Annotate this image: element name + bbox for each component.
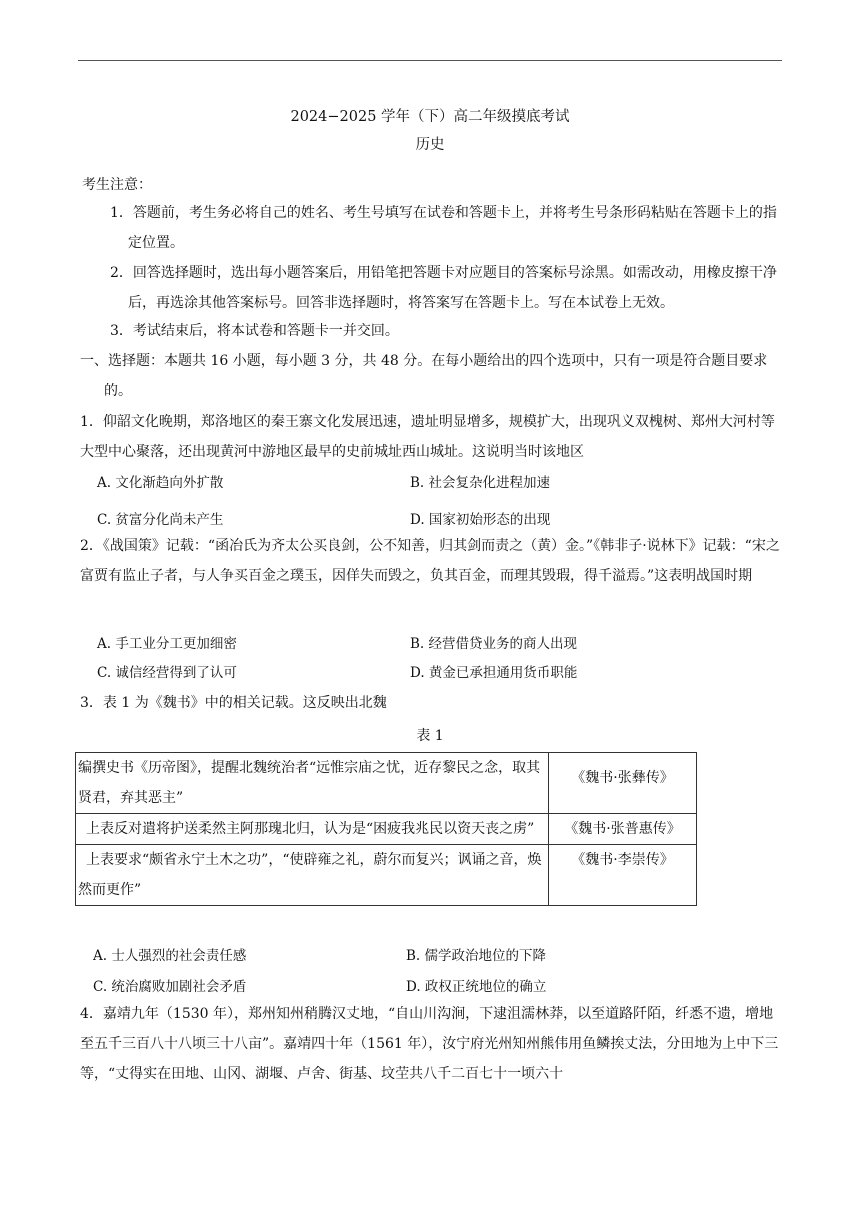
q2-option-b: B. 经营借贷业务的商人出现: [410, 636, 578, 652]
q1-option-d: D. 国家初始形态的出现: [410, 512, 551, 528]
notice-item-2: 2．回答选择题时，选出每小题答案后，用铅笔把答题卡对应题目的答案标号涂黑。如需改动，用橡皮擦干净后，再选涂其他答案标号。回答非选择题时，将答案写在答题卡上。写在本试卷上无效。: [110, 265, 777, 311]
q3-option-d: D. 政权正统地位的确立: [406, 979, 547, 995]
q1-option-b: B. 社会复杂化进程加速: [410, 475, 551, 491]
table-row: [76, 845, 697, 906]
question-1-stem: 1．仰韶文化晚期，郑洛地区的秦王寨文化发展迅速，遗址明显增多，规模扩大，出现巩义双槐树、郑州大河村等大型中心聚落，还出现黄河中游地区最早的史前城址西山城址。这说明当时该地区: [80, 414, 775, 460]
table-row: [76, 814, 697, 845]
table-cell-source: 《魏书·张彝传》: [549, 753, 697, 814]
table-cell-source: 《魏书·张普惠传》: [549, 814, 697, 845]
q2-option-a: A. 手工业分工更加细密: [97, 636, 237, 652]
exam-title: 2024−2025 学年（下）高二年级摸底考试: [290, 109, 570, 125]
notice-item-1: 1．答题前，考生务必将自己的姓名、考生号填写在试卷和答题卡上，并将考生号条形码粘贴在答题卡上的指定位置。: [110, 205, 777, 251]
table-cell-content: 编撰史书《历帝图》，提醒北魏统治者“远惟宗庙之忧，近存黎民之念，取其贤君，弃其恶主”: [76, 753, 549, 814]
notice-heading: 考生注意：: [82, 177, 152, 193]
top-rule: [78, 60, 782, 61]
q1-option-c: C. 贫富分化尚未产生: [97, 512, 224, 528]
question-2-stem: 2．《战国策》记载：“函冶氏为齐太公买良剑，公不知善，归其剑而责之（黄）金。”《韩非子·说林下》记载：“宋之富贾有监止子者，与人争买百金之璞玉，因佯失而毁之，负其百金，而理其毁瑕，得千溢焉。”这表明战国时期: [80, 538, 780, 584]
subject-title: 历史: [415, 137, 445, 153]
q3-option-b: B. 儒学政治地位的下降: [406, 948, 547, 964]
q2-option-c: C. 诚信经营得到了认可: [97, 665, 237, 681]
table-cell-content: 上表反对遣将护送柔然主阿那瑰北归，认为是“困疲我兆民以资天丧之虏”: [76, 814, 549, 845]
q3-option-a: A. 士人强烈的社会责任感: [93, 948, 247, 964]
q3-option-c: C. 统治腐败加剧社会矛盾: [93, 979, 247, 995]
question-3-stem: 3．表 1 为《魏书》中的相关记载。这反映出北魏: [80, 695, 387, 711]
q2-option-d: D. 黄金已承担通用货币职能: [410, 665, 578, 681]
q1-option-a: A. 文化渐趋向外扩散: [97, 475, 224, 491]
table-row: [76, 753, 697, 814]
table-cell-source: 《魏书·李崇传》: [549, 845, 697, 906]
table-1-caption: 表 1: [416, 728, 444, 744]
section-heading: 一、选择题：本题共 16 小题，每小题 3 分，共 48 分。在每小题给出的四个选项中，只有一项是符合题目要求的。: [80, 353, 768, 399]
table-cell-content: 上表要求“颇省永宁土木之功”，“使辟雍之礼，蔚尔而复兴；讽诵之音，焕然而更作”: [76, 845, 549, 906]
table-1: [75, 752, 697, 906]
question-4-stem: 4．嘉靖九年（1530 年），郑州知州稍腾汉丈地，“自山川沟涧，下逮沮濡林莽，以至道路阡陌，纤悉不遗，增地至五千三百八十八顷三十八亩”。嘉靖四十年（1561 年），汝宁府光州知州熊伟用鱼鳞挨丈法，分田地为上中下三等，“丈得实在田地、山冈、湖堰、卢舍、街基、坟茔共八千二百七十一顷六十: [80, 1006, 779, 1082]
notice-item-3: 3．考试结束后，将本试卷和答题卡一并交回。: [110, 323, 399, 339]
